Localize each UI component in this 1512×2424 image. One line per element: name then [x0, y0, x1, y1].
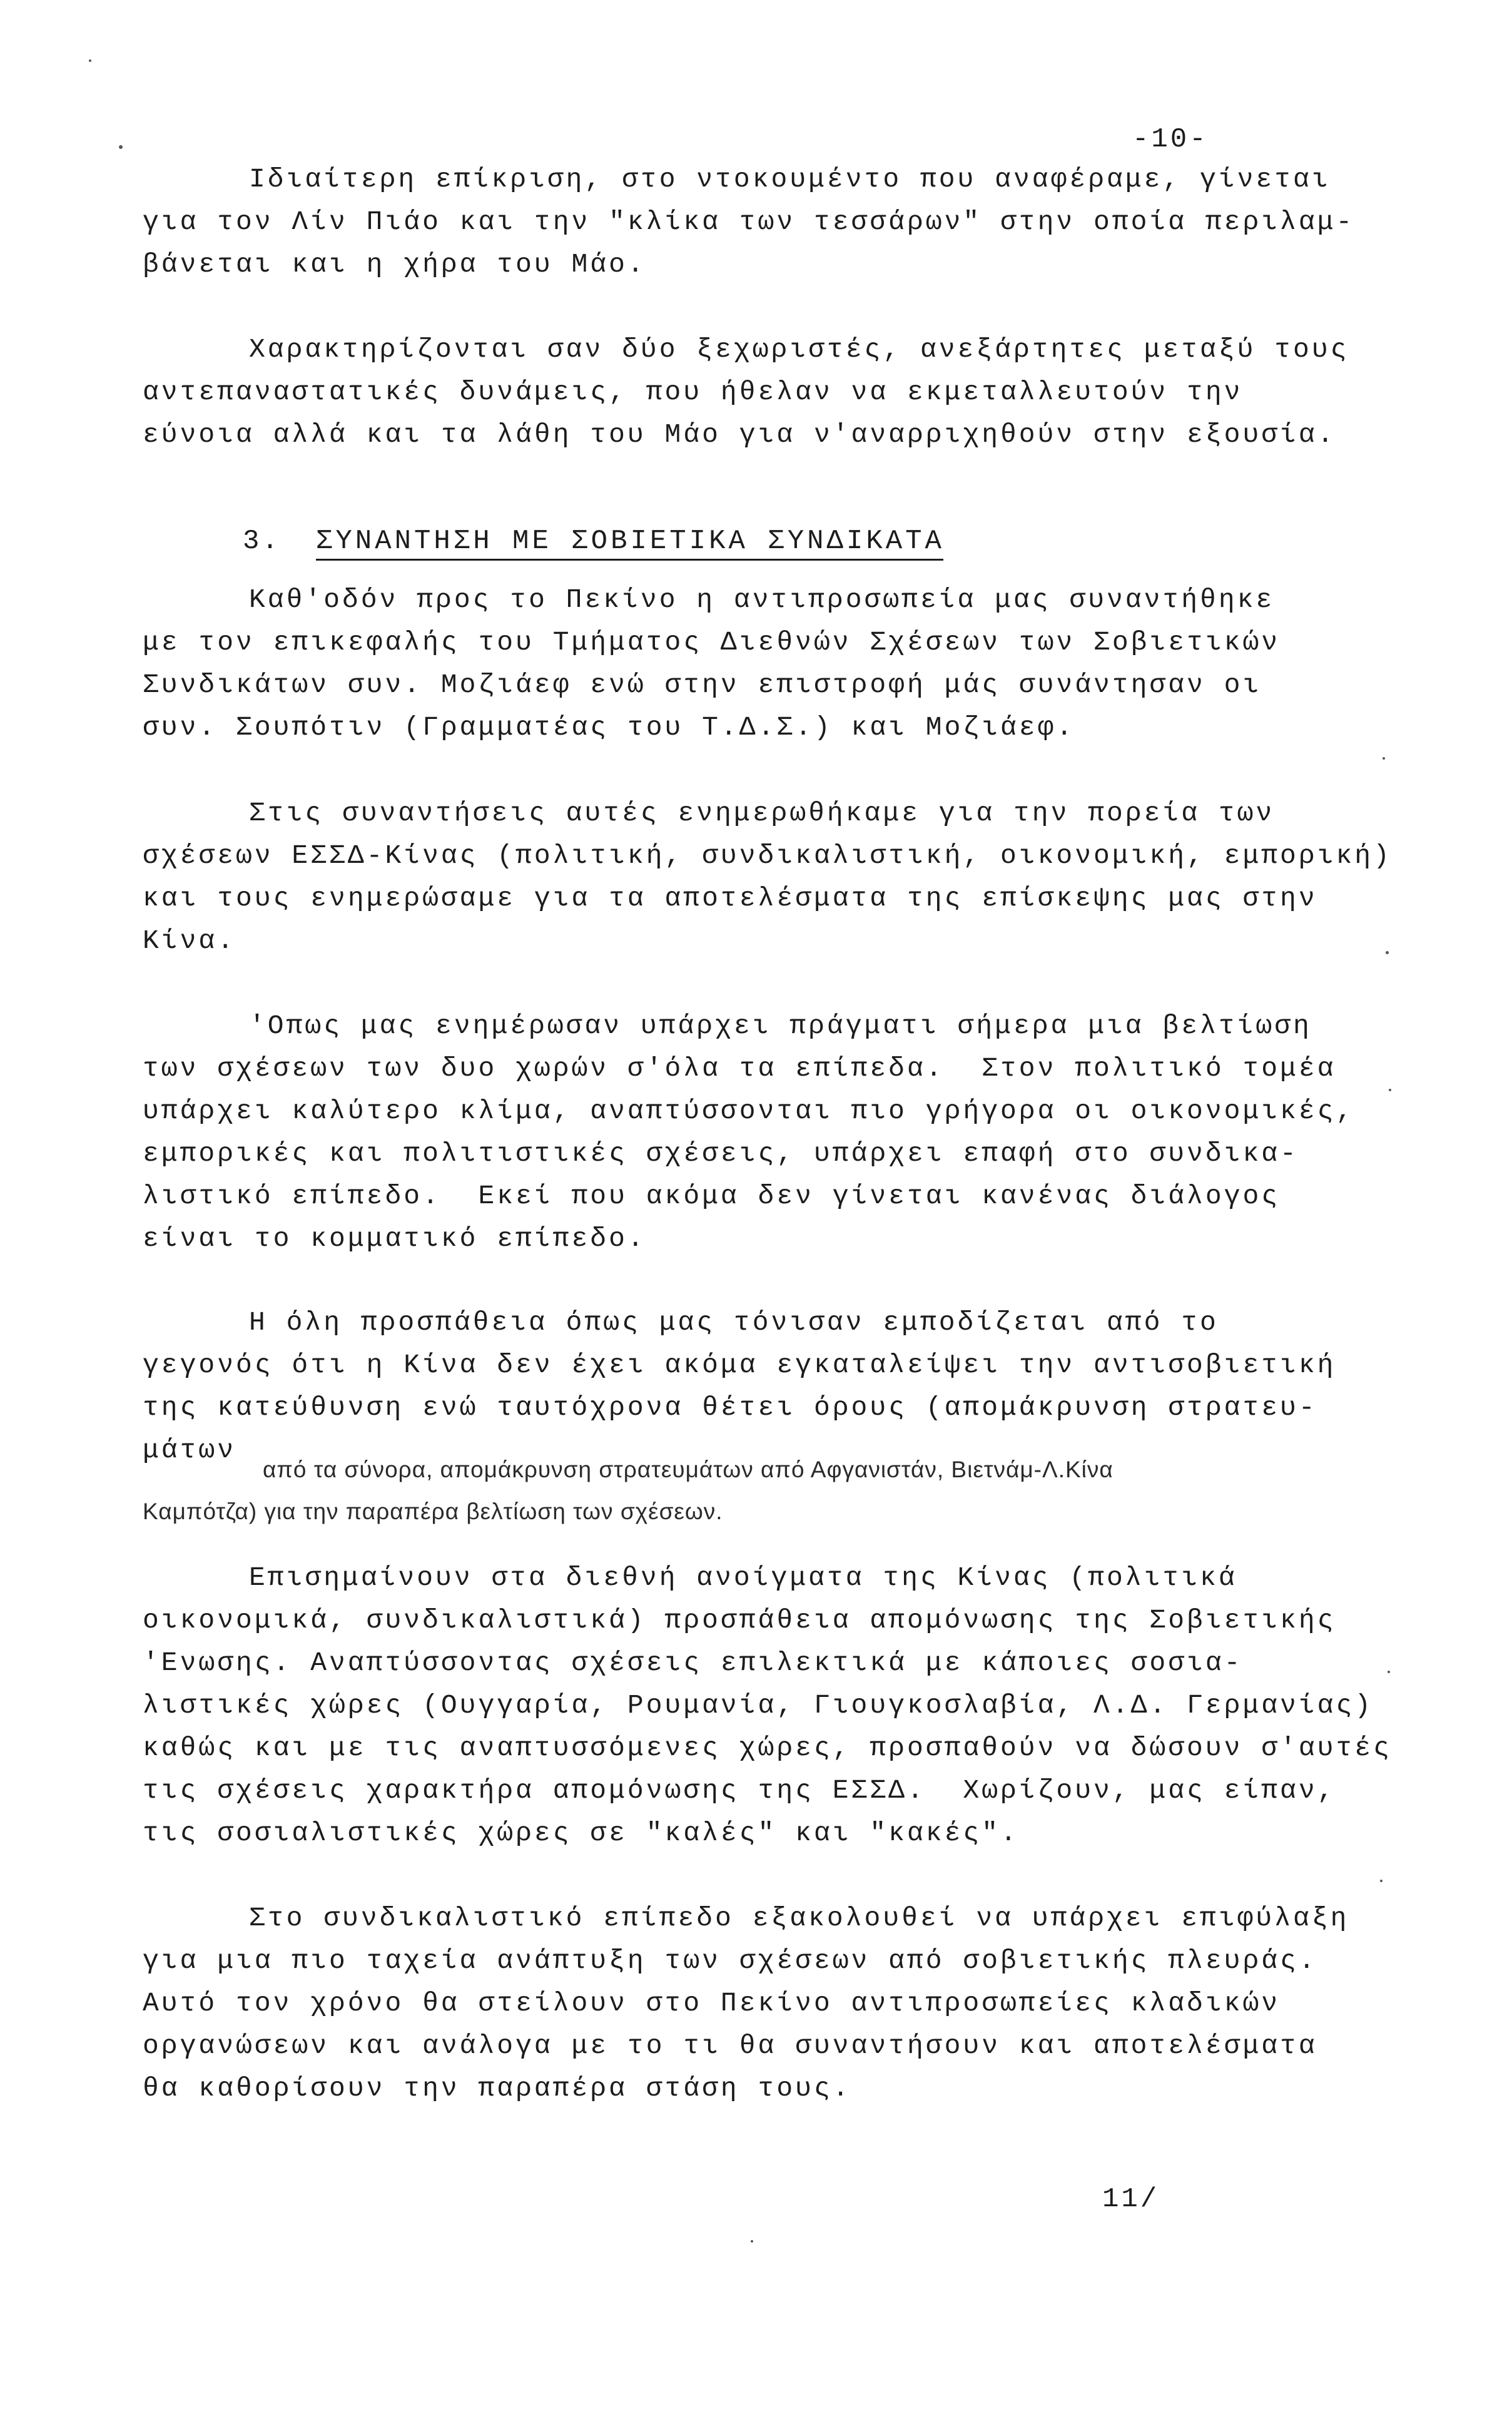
- body-line: καθώς και με τις αναπτυσσόμενες χώρες, προσπαθούν να δώσουν σ'αυτές: [143, 1733, 1392, 1763]
- body-line: γεγονός ότι η Κίνα δεν έχει ακόμα εγκαταλείψει την αντισοβιετική: [143, 1350, 1336, 1380]
- body-line: Επισημαίνουν στα διεθνή ανοίγματα της Κίνας (πολιτικά: [249, 1562, 1237, 1593]
- body-line: Η όλη προσπάθεια όπως μας τόνισαν εμποδίζεται από το: [249, 1307, 1219, 1338]
- body-line: για μια πιο ταχεία ανάπτυξη των σχέσεων από σοβιετικής πλευράς.: [143, 1945, 1317, 1976]
- scan-speck: [1386, 951, 1389, 954]
- continuation-marker: 11/: [1102, 2184, 1160, 2215]
- intro-line: Χαρακτηρίζονται σαν δύο ξεχωριστές, ανεξάρτητες μεταξύ τους: [249, 334, 1349, 365]
- body-line: Κίνα.: [143, 925, 236, 956]
- section-title: ΣΥΝΑΝΤΗΣΗ ΜΕ ΣΟΒΙΕΤΙΚΑ ΣΥΝΔΙΚΑΤΑ: [316, 526, 945, 557]
- overstrike-text: Καμπότζα) για την παραπέρα βελτίωση των σχέσεων.: [143, 1499, 723, 1524]
- body-line: λιστικό επίπεδο. Εκεί που ακόμα δεν γίνεται κανένας διάλογος: [143, 1181, 1281, 1211]
- body-line: 'Ενωσης. Αναπτύσσοντας σχέσεις επιλεκτικά με κάποιες σοσια-: [143, 1647, 1243, 1678]
- scan-speck: [1383, 757, 1385, 760]
- section-title-underline: [316, 559, 943, 561]
- scan-speck: [1388, 1671, 1390, 1673]
- body-line: της κατεύθυνση ενώ ταυτόχρονα θέτει όρους (απομάκρυνση στρατευ-: [143, 1392, 1317, 1423]
- section-number: 3.: [243, 526, 281, 557]
- body-line: 'Οπως μας ενημέρωσαν υπάρχει πράγματι σήμερα μια βελτίωση: [249, 1011, 1312, 1041]
- scan-speck: [1389, 1089, 1391, 1091]
- body-line: Στο συνδικαλιστικό επίπεδο εξακολουθεί να υπάρχει επιφύλαξη: [249, 1903, 1349, 1933]
- body-line: τις σχέσεις χαρακτήρα απομόνωσης της ΕΣΣΔ. Χωρίζουν, μας είπαν,: [143, 1775, 1336, 1806]
- body-line: μάτων: [143, 1435, 236, 1465]
- body-line: οικονομικά, συνδικαλιστικά) προσπάθεια απομόνωσης της Σοβιετικής: [143, 1605, 1336, 1636]
- body-line: υπάρχει καλύτερο κλίμα, αναπτύσσονται πιο γρήγορα οι οικονομικές,: [143, 1096, 1355, 1126]
- body-line: Στις συναντήσεις αυτές ενημερωθήκαμε για την πορεία των: [249, 798, 1275, 828]
- body-line: θα καθορίσουν την παραπέρα στάση τους.: [143, 2073, 851, 2104]
- body-line: με τον επικεφαλής του Τμήματος Διεθνών Σχέσεων των Σοβιετικών: [143, 627, 1281, 658]
- body-line: συν. Σουπότιν (Γραμματέας του Τ.Δ.Σ.) και Μοζιάεφ.: [143, 712, 1075, 743]
- body-line: οργανώσεων και ανάλογα με το τι θα συναντήσουν και αποτελέσματα: [143, 2030, 1317, 2061]
- body-line: τις σοσιαλιστικές χώρες σε "καλές" και "κακές".: [143, 1818, 1019, 1848]
- body-line: των σχέσεων των δυο χωρών σ'όλα τα επίπεδα. Στον πολιτικό τομέα: [143, 1053, 1336, 1084]
- scan-speck: [1380, 1880, 1383, 1882]
- scan-speck: [89, 59, 91, 62]
- intro-line: αντεπαναστατικές δυνάμεις, που ήθελαν να εκμεταλλευτούν την: [143, 377, 1243, 407]
- page-number: -10-: [1132, 124, 1209, 155]
- scan-speck: [751, 2240, 753, 2243]
- intro-line: βάνεται και η χήρα του Μάο.: [143, 249, 646, 280]
- overstrike-text: από τα σύνορα, απομάκρυνση στρατευμάτων από Αφγανιστάν, Βιετνάμ-Λ.Κίνα: [263, 1457, 1114, 1482]
- intro-line: εύνοια αλλά και τα λάθη του Μάο για ν'αναρριχηθούν στην εξουσία.: [143, 419, 1336, 450]
- scan-speck: [119, 145, 123, 149]
- body-line: λιστικές χώρες (Ουγγαρία, Ρουμανία, Γιουγκοσλαβία, Λ.Δ. Γερμανίας): [143, 1690, 1374, 1721]
- body-line: εμπορικές και πολιτιστικές σχέσεις, υπάρχει επαφή στο συνδικα-: [143, 1138, 1299, 1169]
- body-line: και τους ενημερώσαμε για τα αποτελέσματα της επίσκεψης μας στην: [143, 883, 1317, 914]
- intro-line: Ιδιαίτερη επίκριση, στο ντοκουμέντο που αναφέραμε, γίνεται: [249, 164, 1331, 195]
- body-line: Καθ'οδόν προς το Πεκίνο η αντιπροσωπεία μας συναντήθηκε: [249, 584, 1275, 615]
- body-line: σχέσεων ΕΣΣΔ-Κίνας (πολιτική, συνδικαλιστική, οικονομική, εμπορική): [143, 840, 1392, 871]
- body-line: είναι το κομματικό επίπεδο.: [143, 1223, 646, 1254]
- body-line: Αυτό τον χρόνο θα στείλουν στο Πεκίνο αντιπροσωπείες κλαδικών: [143, 1988, 1281, 2019]
- intro-line: για τον Λίν Πιάο και την "κλίκα των τεσσάρων" στην οποία περιλαμ-: [143, 206, 1355, 237]
- body-line: Συνδικάτων συν. Μοζιάεφ ενώ στην επιστροφή μάς συνάντησαν οι: [143, 670, 1262, 700]
